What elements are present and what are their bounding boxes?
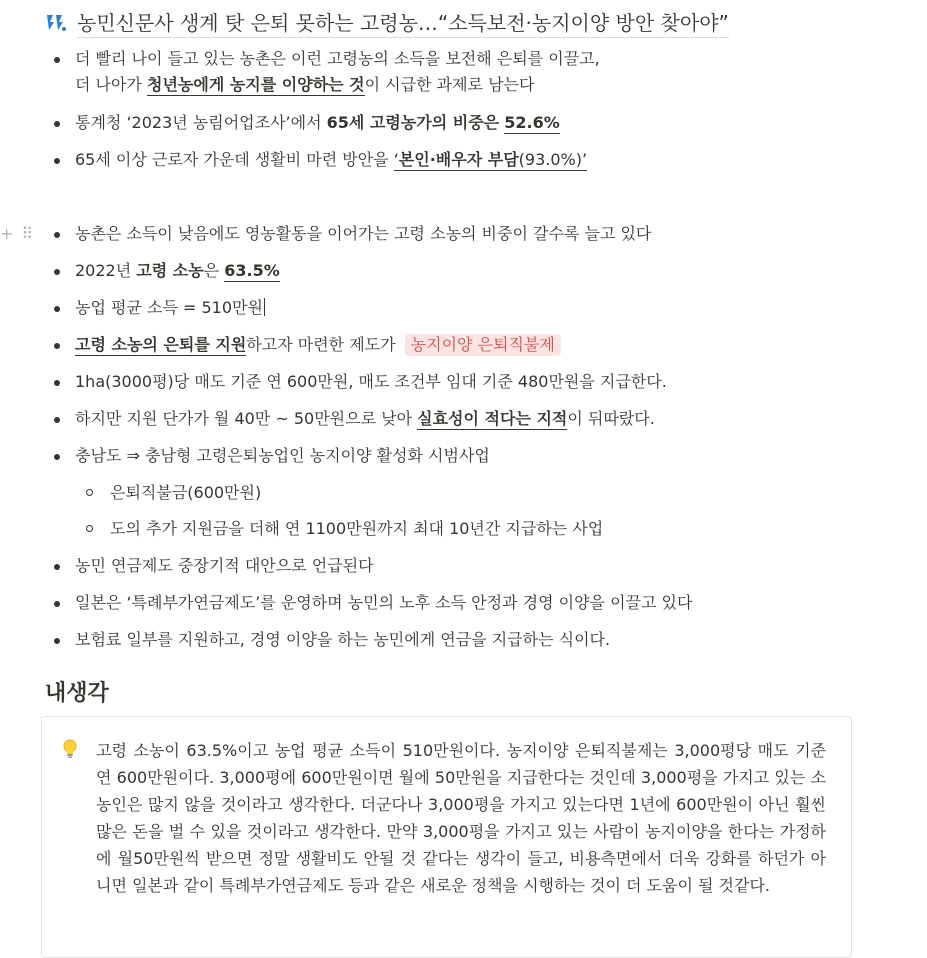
item-text: 일본은 ‘특례부가연금제도’를 운영하며 농민의 노후 소득 안정과 경영 이양을 이끌고 있다: [75, 593, 693, 612]
list-item: [0, 332, 927, 358]
article-link[interactable]: [77, 7, 729, 38]
item-text: 하고자 마련한 제도가: [246, 335, 401, 354]
item-emphasis: 고령 소농의 은퇴를 지원: [75, 335, 247, 354]
list-item: [0, 46, 927, 98]
text-caret: [264, 298, 265, 316]
item-quote: [394, 150, 587, 171]
stat-value: 52.6%: [504, 113, 560, 132]
list-item: [0, 627, 927, 653]
sub-list-item: [75, 516, 927, 542]
list-item: [0, 369, 927, 395]
article-source: 농민신문사: [77, 10, 174, 35]
item-text: 충남도 ⇒ 충남형 고령은퇴농업인 농지이양 활성화 시범사업: [75, 446, 490, 465]
item-emphasis: 청년농에게 농지를 이양하는 것: [147, 75, 365, 94]
list-item: [0, 406, 927, 432]
drag-handle-icon[interactable]: ⠿: [21, 224, 34, 243]
inline-tag: 농지이양 은퇴직불제: [405, 334, 561, 356]
item-text: 이 뒤따랐다.: [567, 409, 655, 428]
callout-block: [41, 716, 852, 958]
summary-list-2: [0, 221, 927, 653]
list-item[interactable]: [0, 295, 927, 321]
article-link-heading[interactable]: [45, 6, 825, 38]
nongmin-logo-icon: [45, 11, 67, 33]
item-text: 65세 이상 근로자 가운데 생활비 마련 방안을: [75, 150, 394, 169]
item-text: ‘: [393, 150, 399, 169]
item-text: 통계청 ‘2023년 농림어업조사’에서: [75, 113, 327, 132]
item-text: 하지만 지원 단가가 월 40만 ~ 50만원으로 낮아: [75, 409, 418, 428]
stat-value: 63.5%: [224, 261, 280, 280]
item-text: 더 나아가: [75, 75, 147, 94]
list-item: [0, 443, 927, 542]
callout-text: 고령 소농이 63.5%이고 농업 평균 소득이 510만원이다. 농지이양 은퇴직불제는 3,000평당 매도 기준 연 600만원이다. 3,000평에 600만원이면 월에 50만원을 지급한다는 것인데 3,000평을 가지고 있는 소농인은 많지 않을 것이라고 생각한다. 더군다나 3,000평을 가지고 있는다면 1년에 600만원이 아닌 훨씬 많은 돈을 벌 수 있을 것이라고 생각한다. 만약 3,000평을 가지고 있는 사람이 농지이양을 한다는 가정하에 월50만원씩 받으면 정말 생활비도 안될 것 같다는 생각이 들고, 비용측면에서 더욱 강화를 하던가 아니면 일본과 같이 특례부가연금제도 등과 같은 새로운 정책을 시행하는 것이 더 도움이 될 것같다.: [96, 741, 826, 895]
sub-list: [75, 480, 927, 542]
article-title: 생계 탓 은퇴 못하는 고령농…“소득보전·농지이양 방안 찾아야”: [179, 10, 729, 35]
item-emphasis: 고령 소농: [136, 261, 204, 280]
item-text: 1ha(3000평)당 매도 기준 연 600만원, 매도 조건부 임대 기준 480만원을 지급한다.: [75, 372, 667, 391]
sub-list-item: [75, 480, 927, 506]
stat-value: 510만원: [201, 298, 263, 317]
item-emphasis: 실효성이 적다는 지적: [417, 409, 568, 428]
list-item: [0, 553, 927, 579]
item-text: 농업 평균 소득 =: [75, 298, 202, 317]
item-text: 보험료 일부를 지원하고, 경영 이양을 하는 농민에게 연금을 지급하는 식이다.: [75, 630, 611, 649]
item-text: 이 시급한 과제로 남는다: [364, 75, 535, 94]
item-text: 2022년: [75, 261, 137, 280]
summary-list-1: [0, 46, 927, 173]
item-text: 도의 추가 지원금을 더해 연 1100만원까지 최대 10년간 지급하는 사업: [110, 519, 604, 538]
list-item: [0, 147, 927, 173]
item-text: 은: [203, 261, 225, 280]
item-text: 더 빨리 나이 들고 있는 농촌은 이런 고령농의 소득을 보전해 은퇴를 이끌고,: [75, 49, 600, 68]
item-text: (93.0%)’: [518, 150, 588, 169]
list-item: [0, 258, 927, 284]
list-item: [0, 590, 927, 616]
list-item: [0, 110, 927, 136]
item-text: 은퇴직불금(600만원): [110, 483, 262, 502]
add-block-icon[interactable]: +: [0, 224, 14, 243]
item-emphasis: 65세 고령농가의 비중은: [326, 113, 500, 132]
item-emphasis: 본인·배우자 부담: [398, 150, 519, 169]
section-heading: 내생각: [45, 681, 109, 706]
list-item: [0, 221, 927, 247]
item-text: 농민 연금제도 중장기적 대안으로 언급된다: [75, 556, 374, 575]
lightbulb-icon: [62, 739, 78, 759]
item-text: 농촌은 소득이 낮음에도 영농활동을 이어가는 고령 소농의 비중이 갈수록 늘고 있다: [75, 224, 652, 243]
